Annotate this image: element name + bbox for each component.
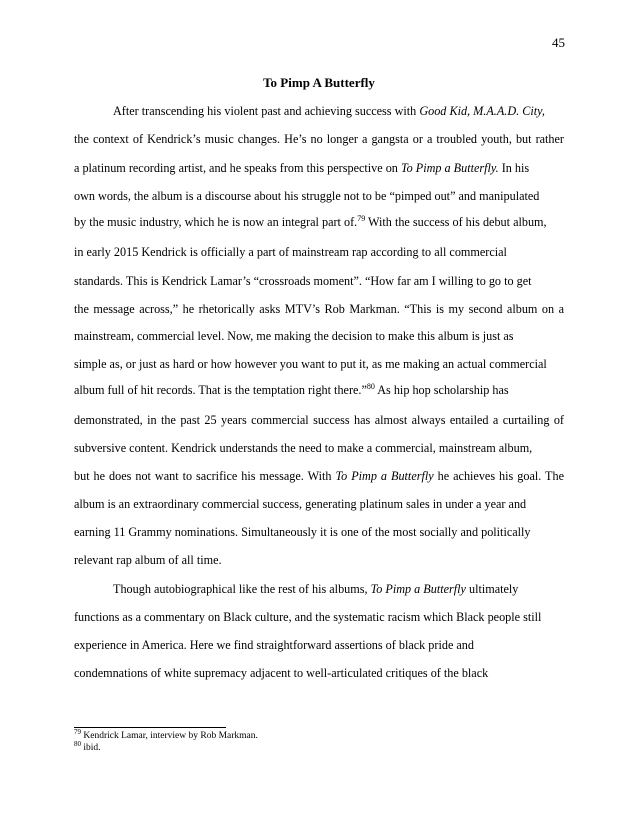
footnote-number: 79 bbox=[74, 728, 81, 736]
body-line: relevant rap album of all time. bbox=[74, 553, 222, 567]
footnote-text: ibid. bbox=[81, 743, 101, 754]
footnote bbox=[74, 728, 258, 742]
body-line: After transcending his violent past and achieving success with Good Kid, M.A.A.D. City, bbox=[113, 104, 545, 118]
body-line: subversive content. Kendrick understands the need to make a commercial, mainstream album, bbox=[74, 441, 533, 455]
body-line: album is an extraordinary commercial success, generating platinum sales in under a year and bbox=[74, 497, 527, 511]
body-line: demonstrated, in the past 25 years commercial success has almost always entailed a curtailing of bbox=[74, 413, 564, 427]
page-number: 45 bbox=[552, 35, 565, 50]
body-line: album full of hit records. That is the temptation right there.”$^{80}$ As hip hop scholarship has bbox=[74, 381, 509, 397]
body-line: a platinum recording artist, and he speaks from this perspective on To Pimp a Butterfly. In his bbox=[74, 161, 530, 175]
body-line: earning 11 Grammy nominations. Simultaneously it is one of the most socially and politically bbox=[74, 525, 531, 539]
body-line: in early 2015 Kendrick is officially a part of mainstream rap according to all commercial bbox=[74, 245, 507, 259]
footnote-ref: 79 bbox=[357, 213, 366, 223]
footnote-ref: 80 bbox=[366, 381, 375, 391]
footnote-number: 80 bbox=[74, 740, 81, 748]
chapter-title: To Pimp A Butterfly bbox=[263, 75, 375, 90]
body-line: the context of Kendrick’s music changes. He’s no longer a gangsta or a troubled youth, but rather bbox=[74, 132, 564, 146]
body-line: but he does not want to sacrifice his message. With To Pimp a Butterfly he achieves his goal. The bbox=[74, 469, 565, 483]
body-line: condemnations of white supremacy adjacent to well-articulated critiques of the black bbox=[74, 666, 489, 680]
body-line: Though autobiographical like the rest of his albums, To Pimp a Butterfly ultimately bbox=[113, 582, 519, 596]
footnote-divider bbox=[74, 727, 226, 728]
body-line: by the music industry, which he is now an integral part of.$^{79}$ With the success of his debut album, bbox=[74, 213, 547, 229]
body-line: standards. This is Kendrick Lamar’s “crossroads moment”. “How far am I willing to go to get bbox=[74, 274, 532, 288]
body-line: functions as a commentary on Black culture, and the systematic racism which Black people still bbox=[74, 610, 542, 624]
body-line: own words, the album is a discourse about his struggle not to be “pimped out” and manipulated bbox=[74, 189, 540, 203]
body-line: mainstream, commercial level. Now, me making the decision to make this album is just as bbox=[74, 329, 514, 343]
footnote bbox=[74, 740, 101, 754]
footnote-text: Kendrick Lamar, interview by Rob Markman. bbox=[81, 731, 258, 742]
body-line: simple as, or just as hard or how however you want to put it, as me making an actual commercial bbox=[74, 357, 547, 371]
body-line: experience in America. Here we find straightforward assertions of black pride and bbox=[74, 638, 474, 652]
body-line: the message across,” he rhetorically asks MTV’s Rob Markman. “This is my second album on a bbox=[74, 302, 564, 316]
